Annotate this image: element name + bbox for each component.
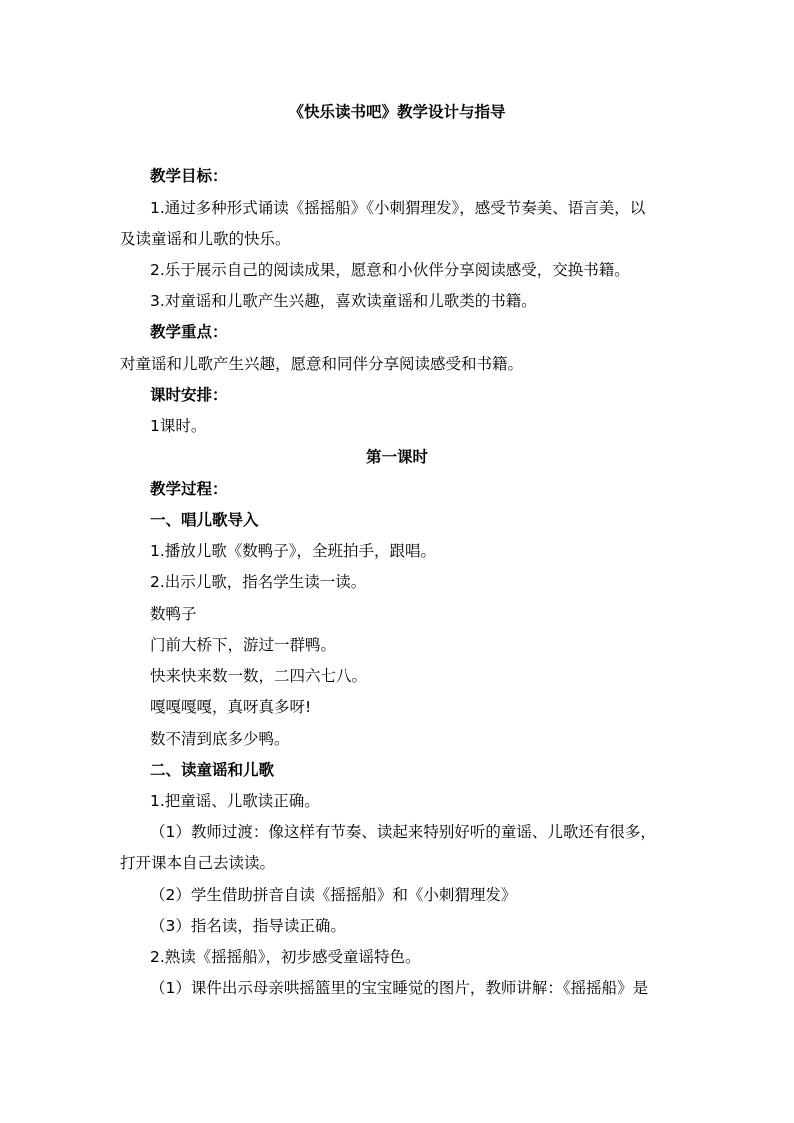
section-2-sub-2: （2）学生借助拼音自读《摇摇船》和《小刺猬理发》: [150, 886, 517, 904]
lesson-title: 第一课时: [365, 448, 428, 466]
schedule-heading: 课时安排：: [150, 386, 228, 404]
poem-line: 嘎嘎嘎嘎，真呀真多呀!: [150, 698, 312, 716]
goals-heading: 教学目标：: [150, 167, 228, 185]
poem-line: 快来快来数一数，二四六七八。: [150, 667, 368, 685]
goal-item-1: 1.通过多种形式诵读《摇摇船》《小刺猬理发》，感受节奏美、语言美，以: [150, 199, 646, 217]
section-2-step-2: 2.熟读《摇摇船》，初步感受童谣特色。: [150, 948, 421, 966]
poem-line: 门前大桥下，游过一群鸭。: [150, 636, 337, 654]
section-2-sub-4: （1）课件出示母亲哄摇篮里的宝宝睡觉的图片，教师讲解：《摇摇船》是: [150, 979, 649, 997]
document-title: 《快乐读书吧》教学设计与指导: [288, 103, 506, 121]
goal-item-3: 3.对童谣和儿歌产生兴趣，喜欢读童谣和儿歌类的书籍。: [150, 292, 537, 310]
section-2-sub-1: （1）教师过渡：像这样有节奏、读起来特别好听的童谣、儿歌还有很多，: [150, 823, 656, 841]
section-1-step-1: 1.播放儿歌《数鸭子》，全班拍手，跟唱。: [150, 542, 437, 560]
key-points-heading: 教学重点：: [150, 323, 228, 341]
section-1-heading: 一、唱儿歌导入: [150, 511, 259, 529]
goal-item-2: 2.乐于展示自己的阅读成果，愿意和小伙伴分享阅读感受，交换书籍。: [150, 261, 630, 279]
section-2-sub-3: （3）指名读，指导读正确。: [150, 917, 346, 935]
poem-title: 数鸭子: [150, 605, 197, 623]
section-2-sub-1-cont: 打开课本自己去读读。: [120, 854, 276, 872]
goal-item-1-cont: 及读童谣和儿歌的快乐。: [120, 230, 291, 248]
schedule-text: 1课时。: [150, 417, 207, 435]
key-points-text: 对童谣和儿歌产生兴趣，愿意和同伴分享阅读感受和书籍。: [120, 355, 524, 373]
process-heading: 教学过程：: [150, 480, 228, 498]
section-1-step-2: 2.出示儿歌，指名学生读一读。: [150, 573, 367, 591]
section-2-step-1: 1.把童谣、儿歌读正确。: [150, 792, 320, 810]
section-2-heading: 二、读童谣和儿歌: [150, 761, 275, 779]
poem-line: 数不清到底多少鸭。: [150, 730, 290, 748]
